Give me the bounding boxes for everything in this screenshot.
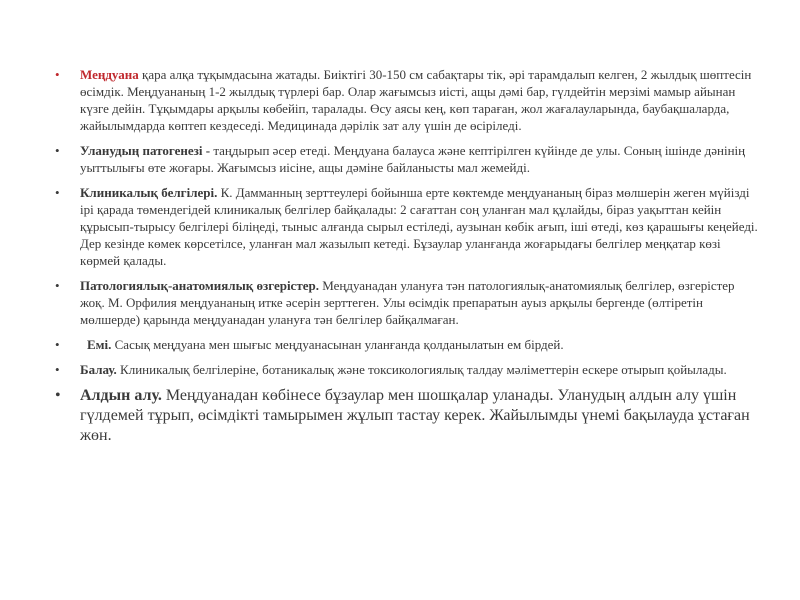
item-lead: Меңдуана [80,67,139,82]
item-text: Сасық меңдуана мен шығыс меңдуанасынан уланғанда қолданылатын ем бірдей. [111,337,564,352]
item-lead: Алдын алу. [80,387,162,404]
list-item-description [52,66,760,134]
bullet-dot: • [55,67,60,82]
item-text: К. Дамманның зерттеулері бойынша ерте көктемде меңдуананың біраз мөлшерін жеген мүйізді ірі қарада төмендегідей клиникалық белгілер байқалады: 2 сағаттан соң уланған мал құлайды, біраз уақыттан кейін құрысып-тырысу белгілері біліңеді, тыныс алғанда сырыл естіледі, аузынан көбік ағып, іші өтеді, көз қарашығы кеңейеді. Дер кезінде көмек көрсетілсе, уланған мал жазылып кетеді. Бұзаулар уланғанда жоғарыдағы белгілер меңқатар көзі көрмей қалады. [80,185,758,268]
item-lead: Уланудың патогенезі - [80,143,211,158]
bullet-dot: • [55,278,60,293]
list-item-pathogenesis [52,142,760,176]
list-item-prevention [52,386,760,446]
item-text: Клиникалық белгілеріне, ботаникалық және токсикологиялық талдау мәліметтерін ескере отырып қойылады. [116,362,727,377]
bullet-dot: • [55,143,60,158]
item-lead: Балау. [80,362,117,377]
item-text: қара алқа тұқымдасына жатады. Биіктігі 30-150 см сабақтары тік, әрі тарамдалып келген, 2 жылдық шөптесін өсімдік. Меңдуананың 1-2 жылдық түрлері бар. Олар жағымсыз иісті, ащы дәмі бар, гүлдейтін мерзімі мамыр айынан күзге дейін. Тұқымдары арқылы көбейіп, таралады. Өсу аясы кең, көп тараған, жол жағалауларында, баубақшаларда, жайылымдарда көптеп кездеседі. Медицинада дәрілік зат алу үшін де өсіріледі. [80,67,752,133]
list-item-treatment [52,336,760,353]
bullet-dot: • [55,387,61,404]
list-item-pathology [52,277,760,328]
list-item-clinical-signs [52,184,760,269]
item-lead: Емі. [87,337,112,352]
bullet-list [52,66,760,446]
item-lead: Клиникалық белгілері. [80,185,218,200]
item-lead: Патологиялық-анатомиялық өзгерістер. [80,278,319,293]
bullet-dot: • [55,337,60,352]
item-text: Меңдуанадан улануға тән патологиялық-анатомиялық белгілер, өзгерістер жоқ. М. Орфилия меңдуананың итке әсерін зерттеген. Улы өсімдік препаратын ауыз арқылы бергенде (өлтіретін мөлшерде) қарында меңдуанадан улануға тән белгілер байқалмаған. [80,278,735,327]
bullet-dot: • [55,185,60,200]
item-text: Меңдуанадан көбінесе бұзаулар мен шошқалар уланады. Уланудың алдын алу үшін гүлдемей тұрып, өсімдікті тамырымен жұлып тастау керек. Жайылымды үнемі бақылауда ұстаған жөн. [80,387,750,444]
list-item-diagnosis [52,361,760,378]
bullet-dot: • [55,362,60,377]
item-text: таңдырып әсер етеді. Меңдуана балауса және кептірілген күйінде де улы. Соның ішінде дәнінің уыттылығы өте жоғары. Жағымсыз иісіне, ащы дәміне байланысты мал жемейді. [80,143,746,175]
